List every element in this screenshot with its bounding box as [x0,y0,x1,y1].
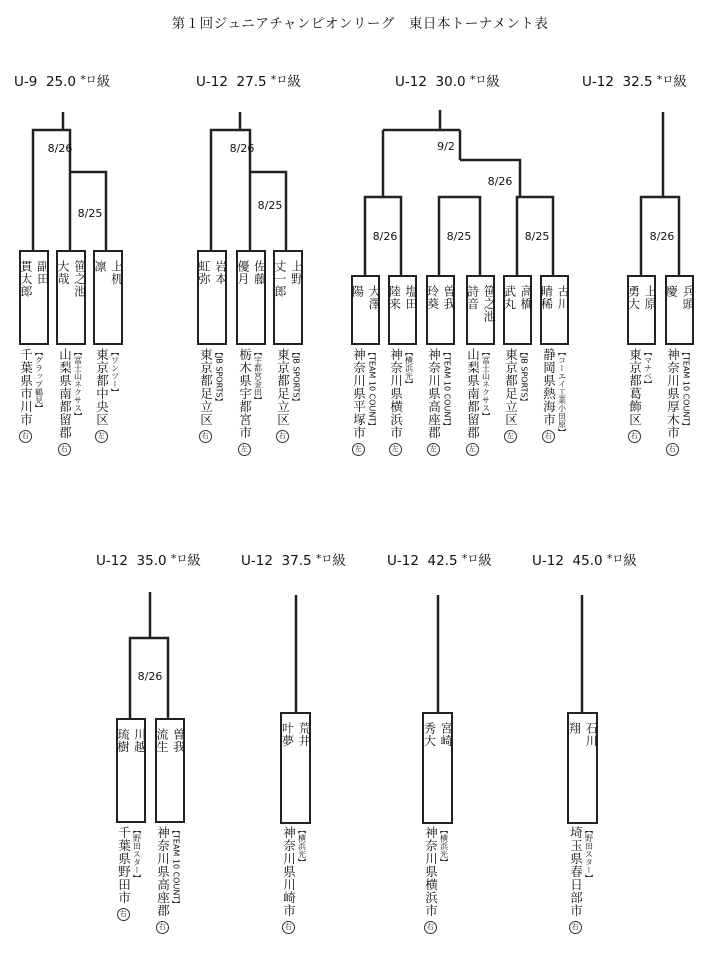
player-last-name: 曽我 [442,285,457,310]
bracket-line [365,110,553,275]
hand-marker: 右 [666,443,679,456]
hand-marker: 左 [466,443,479,456]
player-last-name: 岩本 [213,260,228,285]
division-weight: 37.5 [281,553,312,569]
hand-marker: 左 [427,443,440,456]
player-last-name: 兵頭 [681,285,696,310]
player-first-name: 武丸 [502,285,517,310]
hand-marker: 右 [199,430,212,443]
player-affiliation: 【グラップ鶴見】 [34,348,44,412]
player-prefecture: 静岡県熱海市 [541,348,557,426]
player-box [503,275,532,345]
player-affiliation: 【JB SPORTS】 [519,348,529,406]
player-info [666,348,692,456]
player-last-name: 佐藤 [252,260,267,285]
player-info [542,348,568,443]
player-last-name: 石川 [584,722,599,747]
hand-marker: 右 [156,921,169,934]
player-first-name: 貫太郎 [19,260,33,298]
player-info [282,826,308,934]
division-age: U-12 [241,553,273,569]
page-title: 第１回ジュニアチャンピオンリーグ 東日本トーナメント表 [171,16,549,32]
bracket-line [211,112,286,250]
player-affiliation: 【野田スター】 [584,826,594,882]
division-age: U-12 [532,553,564,569]
hand-marker: 右 [117,908,130,921]
player-affiliation: 【マナベ】 [643,348,653,388]
player-first-name: 玲葵 [425,285,440,310]
division-unit: 級 [96,74,111,90]
player-box [116,718,146,823]
player-prefecture: 神奈川県厚木市 [665,348,681,439]
hand-marker: 左 [95,430,108,443]
division-unit-small: *ロ [315,552,333,565]
player-affiliation: 【TEAM 10 COUNT】 [681,348,691,431]
player-affiliation: 【TEAM 10 COUNT】 [442,348,452,431]
division-unit-small: *ロ [80,73,97,86]
player-first-name: 凛 [93,260,107,273]
player-prefecture: 神奈川県川崎市 [281,826,297,917]
player-last-name: 塩田 [404,285,419,310]
player-info [389,348,415,456]
match-date: 8/26 [229,142,255,155]
player-box [422,712,453,824]
division-unit: 級 [187,553,201,569]
player-first-name: 慶 [664,285,679,298]
player-prefecture: 神奈川県高座郡 [426,348,442,439]
player-last-name: 上原 [643,285,658,310]
division-weight: 42.5 [427,553,458,569]
player-box [351,275,380,345]
division-age: U-12 [387,553,419,569]
player-first-name: 翔 [567,722,582,735]
match-date: 8/25 [446,230,472,243]
player-info [117,826,143,921]
player-affiliation: 【TEAM 10 COUNT】 [367,348,377,431]
match-date: 8/26 [372,230,398,243]
player-last-name: 上杌 [109,260,124,285]
player-box [665,275,694,345]
hand-marker: 右 [19,430,32,443]
hand-marker: 左 [352,443,365,456]
player-last-name: 高橋 [519,285,534,310]
match-date: 8/25 [524,230,550,243]
player-prefecture: 東京都足立区 [503,348,519,426]
player-prefecture: 千葉県市川市 [18,348,34,426]
player-box [56,250,86,345]
player-last-name: 荒井 [297,722,312,747]
match-date: 8/26 [487,175,513,188]
player-last-name: 笹之池 [482,285,497,323]
division-unit: 級 [673,74,687,90]
division-weight: 25.0 [45,74,76,90]
player-box [19,250,49,345]
player-info [199,348,225,443]
hand-marker: 右 [282,921,295,934]
player-box [280,712,311,824]
player-prefecture: 山梨県南都留郡 [465,348,481,439]
player-box [236,250,266,345]
player-info [95,348,121,443]
player-box [466,275,495,345]
player-affiliation: 【横浜光】 [297,826,307,866]
bracket-line [33,112,106,250]
player-box [627,275,656,345]
player-info [628,348,654,443]
player-affiliation: 【横浜光】 [439,826,449,866]
player-box [197,250,227,345]
player-first-name: 丈一郎 [273,260,287,298]
player-first-name: 秀大 [422,722,437,747]
player-last-name: 曽我 [171,728,186,753]
player-first-name: 勇大 [626,285,641,310]
player-affiliation: 【JB SPORTS】 [291,348,301,406]
player-prefecture: 栃木県宇都宮市 [237,348,253,439]
player-last-name: 宮崎 [439,722,454,747]
player-box [426,275,455,345]
player-prefecture: 神奈川県横浜市 [388,348,404,439]
player-info [276,348,302,443]
player-prefecture: 山梨県南都留郡 [57,348,73,439]
hand-marker: 左 [504,430,517,443]
division-age: U-12 [196,74,228,90]
player-prefecture: 埼玉県春日部市 [568,826,584,917]
player-prefecture: 東京都足立区 [275,348,291,426]
match-date: 8/25 [77,207,103,220]
division-weight: 35.0 [136,553,167,569]
player-prefecture: 東京都中央区 [94,348,110,426]
player-prefecture: 千葉県野田市 [116,826,132,904]
player-prefecture: 東京都足立区 [198,348,214,426]
hand-marker: 左 [238,443,251,456]
player-box [540,275,569,345]
player-last-name: 川越 [132,728,147,753]
division-weight: 27.5 [236,74,267,90]
player-box [388,275,417,345]
player-affiliation: 【野田スター】 [132,826,142,882]
player-affiliation: 【JB SPORTS】 [214,348,224,406]
player-info [156,826,182,934]
division-weight: 32.5 [622,74,653,90]
player-last-name: 副田 [35,260,50,285]
division-age: U-12 [395,74,427,90]
division-unit: 級 [287,74,301,90]
player-info [352,348,378,456]
player-info [238,348,264,456]
player-affiliation: 【TEAM 10 COUNT】 [171,826,181,909]
hand-marker: 左 [389,443,402,456]
player-affiliation: 【宇都宮金田】 [253,348,263,404]
division-weight: 30.0 [435,74,466,90]
player-first-name: 大哉 [56,260,70,285]
player-info [58,348,84,456]
player-box [273,250,303,345]
hand-marker: 右 [628,430,641,443]
player-first-name: 陸来 [387,285,402,310]
division-age: U-12 [96,553,128,569]
match-date: 8/26 [137,670,163,683]
player-first-name: 詩音 [465,285,480,310]
division-unit-small: *ロ [656,73,674,86]
player-prefecture: 東京都葛飾区 [627,348,643,426]
player-box [567,712,598,824]
division-unit: 級 [623,553,637,569]
match-date: 8/25 [257,199,283,212]
player-prefecture: 神奈川県平塚市 [351,348,367,439]
player-last-name: 古川 [556,285,571,310]
hand-marker: 右 [569,921,582,934]
division-unit-small: *ロ [461,552,479,565]
hand-marker: 右 [542,430,555,443]
hand-marker: 右 [424,921,437,934]
division-unit-small: *ロ [270,73,288,86]
player-affiliation: 【横浜光】 [404,348,414,388]
player-info [504,348,530,443]
hand-marker: 右 [58,443,71,456]
player-affiliation: 【ワンツー】 [110,348,120,396]
player-info [466,348,492,456]
division-weight: 45.0 [572,553,603,569]
player-first-name: 陽 [350,285,365,298]
player-box [93,250,123,345]
division-unit-small: *ロ [170,552,188,565]
player-info [424,826,450,934]
division-unit: 級 [332,553,346,569]
match-date: 9/2 [437,140,455,153]
division-unit-small: *ロ [469,73,487,86]
player-first-name: 琉樹 [116,728,130,753]
player-prefecture: 神奈川県横浜市 [423,826,439,917]
player-info [569,826,595,934]
player-last-name: 笹之池 [72,260,87,298]
player-info [427,348,453,456]
player-first-name: 流生 [155,728,169,753]
player-last-name: 上野 [289,260,304,285]
player-box [155,718,185,823]
player-affiliation: 【コーエイ工業小田原】 [557,348,567,436]
player-last-name: 大澤 [367,285,382,310]
player-first-name: 虹弥 [197,260,211,285]
player-first-name: 叶夢 [280,722,295,747]
player-info [19,348,45,443]
match-date: 8/26 [47,142,73,155]
division-unit: 級 [486,74,500,90]
division-unit-small: *ロ [606,552,624,565]
match-date: 8/26 [649,230,675,243]
player-prefecture: 神奈川県高座郡 [155,826,171,917]
division-unit: 級 [478,553,492,569]
player-first-name: 優月 [236,260,250,285]
division-age: U-12 [582,74,614,90]
player-first-name: 晴稀 [539,285,554,310]
player-affiliation: 【富士山ネクサス】 [481,348,491,420]
bracket-line [130,592,168,718]
player-affiliation: 【富士山ネクサス】 [73,348,83,420]
division-age: U-9 [14,74,38,90]
hand-marker: 右 [276,430,289,443]
bracket-line [641,112,679,275]
